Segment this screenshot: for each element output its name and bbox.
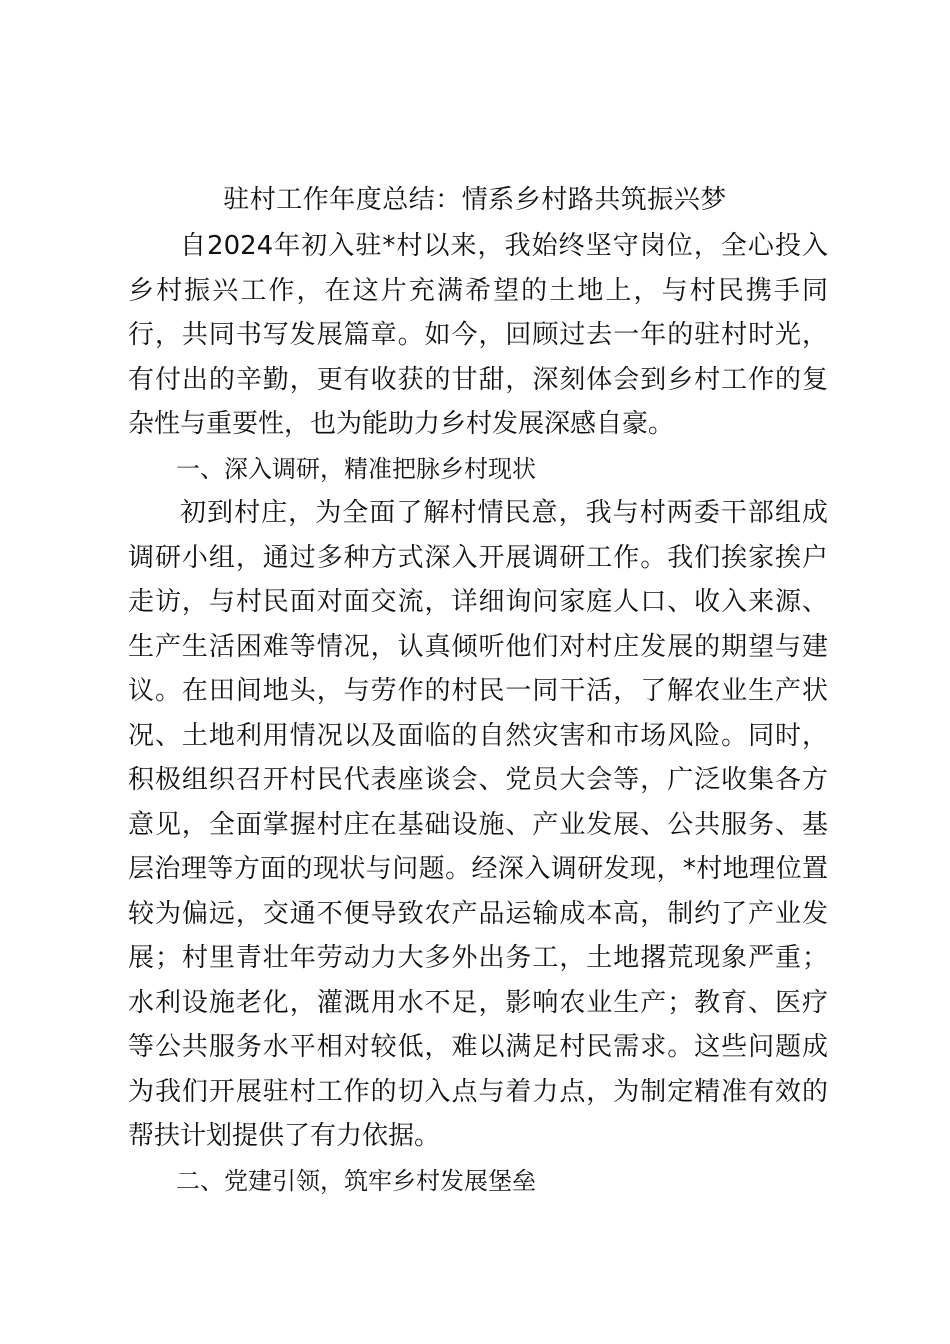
section-heading-2: 二、党建引领，筑牢乡村发展堡垒	[176, 1166, 536, 1195]
document-body	[128, 224, 828, 1203]
section-paragraph-1: 初到村庄，为全面了解村情民意，我与村两委干部组成调研小组，通过多种方式深入开展调研工作。我们挨家挨户走访，与村民面对面交流，详细询问家庭人口、收入来源、生产生活困难等情况，认真倾听他们对村庄发展的期望与建议。在田间地头，与劳作的村民一同干活，了解农业生产状况、土地利用情况以及面临的自然灾害和市场风险。同时，积极组织召开村民代表座谈会、党员大会等，广泛收集各方意见，全面掌握村庄在基础设施、产业发展、公共服务、基层治理等方面的现状与问题。经深入调研发现，*村地理位置较为偏远，交通不便导致农产品运输成本高，制约了产业发展；村里青壮年劳动力大多外出务工，土地撂荒现象严重；水利设施老化，灌溉用水不足，影响农业生产；教育、医疗等公共服务水平相对较低，难以满足村民需求。这些问题成为我们开展驻村工作的切入点与着力点，为制定精准有效的帮扶计划提供了有力依据。	[128, 498, 828, 1151]
document-title: 驻村工作年度总结：情系乡村路共筑振兴梦	[223, 185, 727, 215]
intro-paragraph: 自2024年初入驻*村以来，我始终坚守岗位，全心投入乡村振兴工作，在这片充满希望的土地上，与村民携手同行，共同书写发展篇章。如今，回顾过去一年的驻村时光，有付出的辛勤，更有收获的甘甜，深刻体会到乡村工作的复杂性与重要性，也为能助力乡村发展深感自豪。	[128, 231, 828, 439]
section-heading-1: 一、深入调研，精准把脉乡村现状	[176, 454, 536, 483]
